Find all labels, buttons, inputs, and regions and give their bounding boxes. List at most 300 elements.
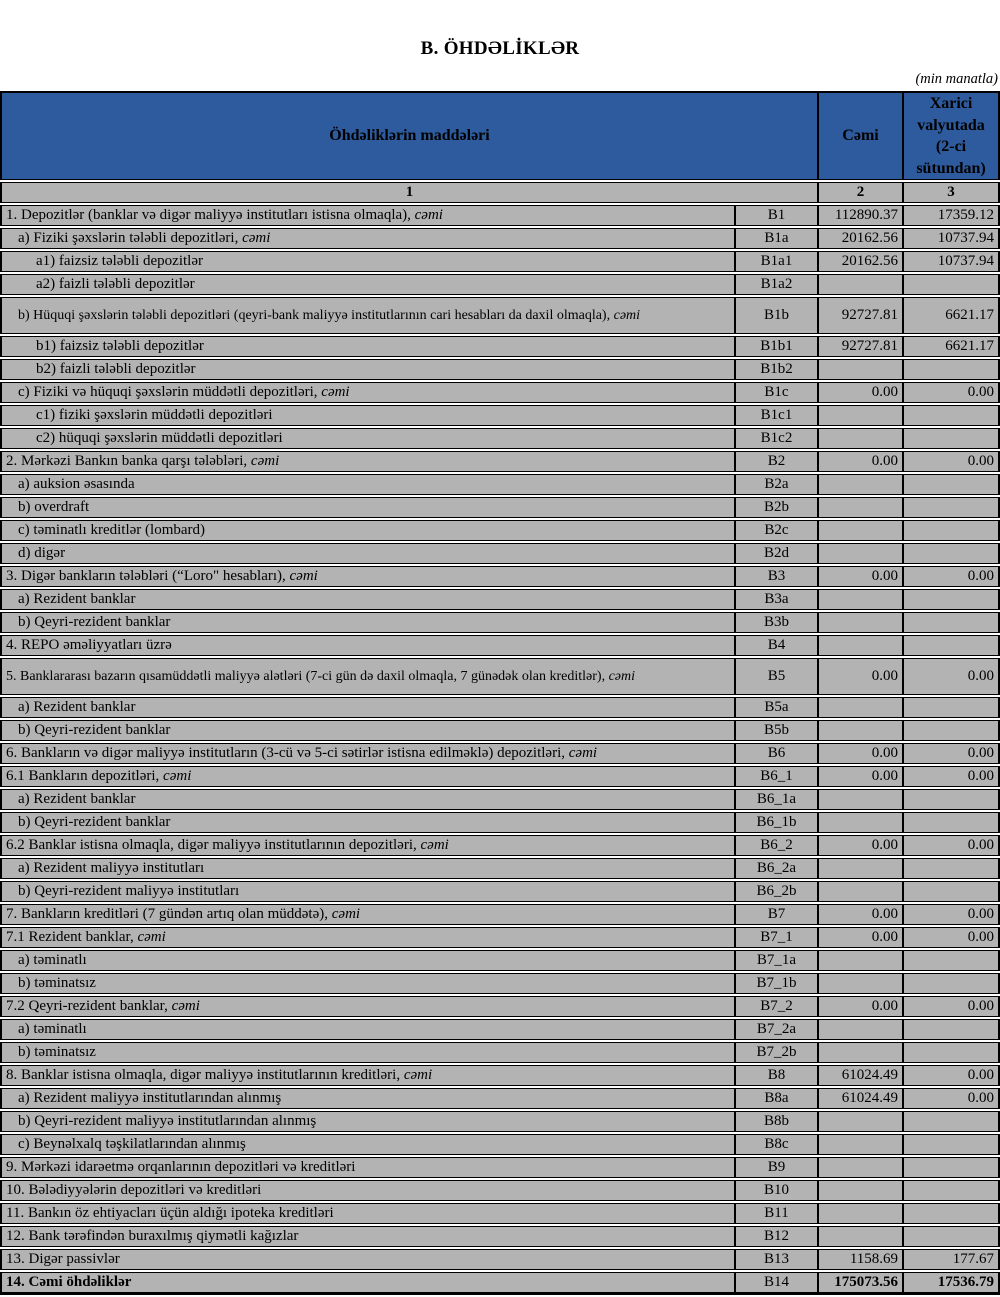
row-code: B6	[735, 743, 818, 764]
row-label-text: a) Rezident maliyyə institutları	[18, 860, 205, 877]
row-code: B1a	[735, 228, 818, 249]
row-fx-value	[903, 1042, 1000, 1063]
row-label-text: 3. Digər bankların tələbləri (“Loro" hesabları),	[6, 568, 286, 585]
row-label	[0, 520, 735, 541]
row-label-text: 10. Bələdiyyələrin depozitləri və kreditləri	[6, 1182, 262, 1199]
row-label	[0, 996, 735, 1017]
row-fx-value	[903, 697, 1000, 718]
row-code: B2c	[735, 520, 818, 541]
row-label-text: 1. Depozitlər (banklar və digər maliyyə institutları istisna olmaqla),	[6, 207, 411, 224]
row-fx-value: 0.00	[903, 835, 1000, 856]
row-label	[0, 720, 735, 741]
row-code: B6_1b	[735, 812, 818, 833]
table-row	[0, 973, 1000, 994]
row-total-value	[818, 274, 903, 295]
row-label-text: a) Rezident banklar	[18, 791, 136, 808]
table-row	[0, 428, 1000, 449]
row-fx-value	[903, 1111, 1000, 1132]
row-total-value: 0.00	[818, 658, 903, 695]
row-label-italic-suffix: cəmi	[565, 745, 598, 762]
row-label	[0, 1088, 735, 1109]
col-number-2: 2	[818, 182, 903, 203]
row-total-value	[818, 1157, 903, 1178]
row-total-value	[818, 428, 903, 449]
table-row	[0, 904, 1000, 925]
row-label	[0, 1249, 735, 1270]
table-row	[0, 228, 1000, 249]
row-label	[0, 635, 735, 656]
row-label	[0, 474, 735, 495]
row-fx-value: 0.00	[903, 658, 1000, 695]
row-total-value	[818, 973, 903, 994]
row-code: B1b	[735, 297, 818, 334]
row-label-text: b) Qeyri-rezident maliyyə institutları	[18, 883, 240, 900]
row-fx-value	[903, 1157, 1000, 1178]
row-label-text: 2. Mərkəzi Bankın banka qarşı tələbləri,	[6, 453, 248, 470]
row-label	[0, 697, 735, 718]
row-fx-value: 0.00	[903, 927, 1000, 948]
row-total-value: 175073.56	[818, 1272, 903, 1295]
row-code: B7_2a	[735, 1019, 818, 1040]
row-fx-value	[903, 543, 1000, 564]
row-code: B8c	[735, 1134, 818, 1155]
row-label-italic-suffix: cəmi	[247, 453, 280, 470]
row-total-value	[818, 789, 903, 810]
row-label	[0, 274, 735, 295]
row-total-value: 61024.49	[818, 1088, 903, 1109]
row-fx-value	[903, 720, 1000, 741]
row-label	[0, 835, 735, 856]
row-label	[0, 789, 735, 810]
row-fx-value	[903, 428, 1000, 449]
row-total-value	[818, 520, 903, 541]
row-total-value: 61024.49	[818, 1065, 903, 1086]
row-total-value	[818, 1042, 903, 1063]
row-label	[0, 543, 735, 564]
row-total-value: 0.00	[818, 904, 903, 925]
unit-note: (min manatla)	[915, 71, 998, 87]
table-row	[0, 720, 1000, 741]
row-code: B13	[735, 1249, 818, 1270]
row-total-value	[818, 720, 903, 741]
row-code: B2a	[735, 474, 818, 495]
row-fx-value: 6621.17	[903, 336, 1000, 357]
row-label	[0, 589, 735, 610]
table-row	[0, 658, 1000, 695]
row-fx-value	[903, 950, 1000, 971]
row-total-value	[818, 635, 903, 656]
row-label-text: c) təminatlı kreditlər (lombard)	[18, 522, 206, 539]
row-code: B2	[735, 451, 818, 472]
row-fx-value	[903, 1134, 1000, 1155]
row-label-text: c) Fiziki və hüquqi şəxslərin müddətli depozitləri,	[18, 384, 318, 401]
row-fx-value	[903, 1180, 1000, 1201]
row-total-value	[818, 812, 903, 833]
row-total-value: 0.00	[818, 451, 903, 472]
row-total-value	[818, 1203, 903, 1224]
row-code: B8	[735, 1065, 818, 1086]
row-label	[0, 950, 735, 971]
table-row	[0, 1019, 1000, 1040]
row-total-value: 0.00	[818, 927, 903, 948]
table-row	[0, 789, 1000, 810]
row-fx-value	[903, 973, 1000, 994]
row-label	[0, 743, 735, 764]
row-code: B6_1	[735, 766, 818, 787]
row-label	[0, 1272, 735, 1295]
col-number-3: 3	[903, 182, 1000, 203]
row-fx-value: 177.67	[903, 1249, 1000, 1270]
row-label	[0, 405, 735, 426]
row-label-text: 12. Bank tərəfindən buraxılmış qiymətli kağızlar	[6, 1228, 299, 1245]
table-row	[0, 405, 1000, 426]
row-fx-value	[903, 1226, 1000, 1247]
row-code: B2d	[735, 543, 818, 564]
row-fx-value: 10737.94	[903, 228, 1000, 249]
row-label-text: 6.2 Banklar istisna olmaqla, digər maliyyə institutlarının depozitləri,	[6, 837, 417, 854]
row-code: B5	[735, 658, 818, 695]
table-body	[0, 205, 1000, 1295]
row-label	[0, 497, 735, 518]
row-label-text: a) Fiziki şəxslərin tələbli depozitləri,	[18, 230, 239, 247]
table-row	[0, 927, 1000, 948]
table-row	[0, 1042, 1000, 1063]
row-code: B7_2	[735, 996, 818, 1017]
row-label-text: a) təminatlı	[18, 952, 87, 969]
row-label-text: 9. Mərkəzi idarəetmə orqanlarının depozitləri və kreditləri	[6, 1159, 356, 1176]
col-header-items: Öhdəliklərin maddələri	[0, 91, 818, 180]
row-label-text: c1) fiziki şəxslərin müddətli depozitləri	[36, 407, 273, 424]
row-code: B8b	[735, 1111, 818, 1132]
table-row	[0, 881, 1000, 902]
row-total-value	[818, 589, 903, 610]
row-label-text: 6. Bankların və digər maliyyə institutların (3-cü və 5-ci sətirlər istisna edilməklə) depozitləri,	[6, 745, 565, 762]
table-row	[0, 497, 1000, 518]
row-label-text: 4. REPO əməliyyatları üzrə	[6, 637, 172, 654]
row-fx-value: 10737.94	[903, 251, 1000, 272]
table-row	[0, 858, 1000, 879]
row-label	[0, 1203, 735, 1224]
table-row	[0, 297, 1000, 334]
row-fx-value	[903, 359, 1000, 380]
row-code: B1a1	[735, 251, 818, 272]
table-row	[0, 520, 1000, 541]
row-fx-value: 17536.79	[903, 1272, 1000, 1295]
row-label	[0, 336, 735, 357]
table-row	[0, 205, 1000, 226]
row-total-value: 92727.81	[818, 297, 903, 334]
row-label	[0, 297, 735, 334]
row-total-value: 112890.37	[818, 205, 903, 226]
row-label	[0, 1065, 735, 1086]
row-code: B14	[735, 1272, 818, 1295]
row-label-italic-suffix: cəmi	[285, 568, 318, 585]
table-row	[0, 1272, 1000, 1295]
col-header-total: Cəmi	[818, 91, 903, 180]
row-code: B1c1	[735, 405, 818, 426]
table-row	[0, 697, 1000, 718]
row-total-value: 20162.56	[818, 228, 903, 249]
table-row	[0, 1134, 1000, 1155]
row-fx-value: 0.00	[903, 566, 1000, 587]
table-row	[0, 812, 1000, 833]
table-row	[0, 359, 1000, 380]
row-fx-value: 0.00	[903, 996, 1000, 1017]
row-fx-value	[903, 812, 1000, 833]
row-total-value: 0.00	[818, 766, 903, 787]
row-label	[0, 927, 735, 948]
row-total-value	[818, 1180, 903, 1201]
table-row	[0, 589, 1000, 610]
row-label	[0, 228, 735, 249]
row-fx-value: 0.00	[903, 1065, 1000, 1086]
row-fx-value: 0.00	[903, 743, 1000, 764]
row-total-value: 0.00	[818, 743, 903, 764]
row-label	[0, 1042, 735, 1063]
row-code: B1a2	[735, 274, 818, 295]
row-label-text: 7.1 Rezident banklar,	[6, 929, 134, 946]
row-label-italic-suffix: cəmi	[416, 837, 449, 854]
table-row	[0, 1249, 1000, 1270]
row-label	[0, 904, 735, 925]
row-total-value: 1158.69	[818, 1249, 903, 1270]
row-code: B7_1a	[735, 950, 818, 971]
row-code: B7_2b	[735, 1042, 818, 1063]
row-total-value	[818, 950, 903, 971]
table-row	[0, 1203, 1000, 1224]
row-label-text: 7.2 Qeyri-rezident banklar,	[6, 998, 168, 1015]
row-code: B12	[735, 1226, 818, 1247]
row-label-italic-suffix: cəmi	[400, 1067, 433, 1084]
row-label	[0, 1180, 735, 1201]
row-label	[0, 1226, 735, 1247]
table-row	[0, 566, 1000, 587]
row-total-value	[818, 881, 903, 902]
table-row	[0, 996, 1000, 1017]
row-label-text: a1) faizsiz tələbli depozitlər	[36, 253, 203, 270]
row-fx-value	[903, 474, 1000, 495]
row-label-text: b) overdraft	[18, 499, 90, 516]
row-fx-value	[903, 789, 1000, 810]
row-code: B4	[735, 635, 818, 656]
row-fx-value	[903, 881, 1000, 902]
row-label	[0, 359, 735, 380]
page-title: B. ÖHDƏLİKLƏR	[420, 38, 580, 59]
table-row	[0, 1180, 1000, 1201]
table-row	[0, 274, 1000, 295]
table-row	[0, 1111, 1000, 1132]
table-row	[0, 474, 1000, 495]
row-label-text: d) digər	[18, 545, 66, 562]
row-label	[0, 1019, 735, 1040]
row-label-text: 14. Cəmi öhdəliklər	[6, 1274, 132, 1291]
row-code: B1b2	[735, 359, 818, 380]
col-number-1: 1	[0, 182, 818, 203]
row-label	[0, 566, 735, 587]
table-row	[0, 1157, 1000, 1178]
row-label	[0, 1157, 735, 1178]
table-row	[0, 612, 1000, 633]
row-label-italic-suffix: cəmi	[410, 207, 443, 224]
table-row	[0, 336, 1000, 357]
row-label-text: 5. Banklararası bazarın qısamüddətli maliyyə alətləri (7-ci gün də daxil olmaqla, 7 günədək olan kreditlər),	[6, 668, 606, 684]
table-row	[0, 1088, 1000, 1109]
row-label-text: b) Qeyri-rezident banklar	[18, 814, 171, 831]
row-total-value: 20162.56	[818, 251, 903, 272]
col-header-fx: Xarici valyutada (2-ci sütundan)	[903, 91, 1000, 180]
table-header-row	[0, 91, 1000, 180]
row-code: B10	[735, 1180, 818, 1201]
row-label-text: b) Qeyri-rezident maliyyə institutlarından alınmış	[18, 1113, 317, 1130]
row-total-value	[818, 543, 903, 564]
row-label	[0, 612, 735, 633]
row-label-text: a) Rezident banklar	[18, 591, 136, 608]
row-fx-value	[903, 1019, 1000, 1040]
table-row	[0, 950, 1000, 971]
row-total-value	[818, 497, 903, 518]
row-label-text: b) təminatsız	[18, 975, 96, 992]
table-row	[0, 743, 1000, 764]
row-fx-value: 0.00	[903, 1088, 1000, 1109]
row-label-italic-suffix: cəmi	[328, 906, 361, 923]
table-row	[0, 766, 1000, 787]
report-page	[0, 38, 1000, 1297]
row-code: B3	[735, 566, 818, 587]
row-total-value	[818, 1111, 903, 1132]
row-label-text: b) Hüquqi şəxslərin tələbli depozitləri (qeyri-bank maliyyə institutlarının cari hesabları da daxil olmaqla),	[18, 307, 611, 323]
row-total-value	[818, 405, 903, 426]
table-row	[0, 835, 1000, 856]
row-label-text: b2) faizli tələbli depozitlər	[36, 361, 196, 378]
row-fx-value: 0.00	[903, 451, 1000, 472]
row-label	[0, 658, 735, 695]
row-label-text: a) təminatlı	[18, 1021, 87, 1038]
row-label	[0, 382, 735, 403]
row-label-text: 13. Digər passivlər	[6, 1251, 120, 1268]
row-label-italic-suffix: cəmi	[159, 768, 192, 785]
row-label-text: a2) faizli tələbli depozitlər	[36, 276, 195, 293]
row-total-value	[818, 858, 903, 879]
table-row	[0, 635, 1000, 656]
row-label	[0, 205, 735, 226]
row-fx-value: 17359.12	[903, 205, 1000, 226]
row-code: B1c	[735, 382, 818, 403]
row-label	[0, 881, 735, 902]
row-label	[0, 973, 735, 994]
column-number-row	[0, 182, 1000, 203]
row-code: B7_1	[735, 927, 818, 948]
row-fx-value	[903, 1203, 1000, 1224]
row-total-value	[818, 474, 903, 495]
row-total-value	[818, 697, 903, 718]
row-code: B6_2b	[735, 881, 818, 902]
row-total-value	[818, 612, 903, 633]
row-label	[0, 812, 735, 833]
table-row	[0, 382, 1000, 403]
table-row	[0, 451, 1000, 472]
table-row	[0, 251, 1000, 272]
row-label	[0, 1134, 735, 1155]
row-fx-value	[903, 274, 1000, 295]
row-fx-value	[903, 520, 1000, 541]
row-label-text: c2) hüquqi şəxslərin müddətli depozitləri	[36, 430, 283, 447]
row-code: B6_2	[735, 835, 818, 856]
liabilities-table	[0, 89, 1000, 1297]
row-label-text: 11. Bankın öz ehtiyacları üçün aldığı ipoteka kreditləri	[6, 1205, 334, 1222]
row-code: B8a	[735, 1088, 818, 1109]
row-total-value	[818, 1226, 903, 1247]
table-row	[0, 1226, 1000, 1247]
row-fx-value	[903, 497, 1000, 518]
row-code: B1c2	[735, 428, 818, 449]
row-label-italic-suffix: cəmi	[317, 384, 350, 401]
row-total-value: 92727.81	[818, 336, 903, 357]
row-code: B6_2a	[735, 858, 818, 879]
row-label-italic-suffix: cəmi	[610, 307, 641, 323]
row-label-text: a) Rezident maliyyə institutlarından alınmış	[18, 1090, 282, 1107]
row-total-value	[818, 359, 903, 380]
row-label-text: b) təminatsız	[18, 1044, 96, 1061]
row-total-value	[818, 1019, 903, 1040]
row-label-italic-suffix: cəmi	[167, 998, 200, 1015]
row-fx-value	[903, 858, 1000, 879]
row-total-value: 0.00	[818, 382, 903, 403]
row-code: B9	[735, 1157, 818, 1178]
row-code: B1	[735, 205, 818, 226]
row-label	[0, 251, 735, 272]
row-label-text: b1) faizsiz tələbli depozitlər	[36, 338, 204, 355]
row-label-text: 6.1 Bankların depozitləri,	[6, 768, 160, 785]
row-label-text: b) Qeyri-rezident banklar	[18, 614, 171, 631]
row-fx-value: 0.00	[903, 766, 1000, 787]
row-label-text: 7. Bankların kreditləri (7 gündən artıq olan müddətə),	[6, 906, 328, 923]
row-code: B11	[735, 1203, 818, 1224]
table-row	[0, 543, 1000, 564]
row-code: B7	[735, 904, 818, 925]
row-fx-value	[903, 405, 1000, 426]
row-fx-value	[903, 635, 1000, 656]
row-code: B7_1b	[735, 973, 818, 994]
row-total-value: 0.00	[818, 566, 903, 587]
row-fx-value	[903, 612, 1000, 633]
row-code: B5b	[735, 720, 818, 741]
row-label-italic-suffix: cəmi	[238, 230, 271, 247]
row-code: B5a	[735, 697, 818, 718]
row-label-italic-suffix: cəmi	[133, 929, 166, 946]
table-row	[0, 1065, 1000, 1086]
row-label	[0, 766, 735, 787]
row-label	[0, 428, 735, 449]
row-fx-value: 6621.17	[903, 297, 1000, 334]
row-code: B3b	[735, 612, 818, 633]
row-code: B3a	[735, 589, 818, 610]
row-code: B6_1a	[735, 789, 818, 810]
row-total-value: 0.00	[818, 996, 903, 1017]
row-code: B1b1	[735, 336, 818, 357]
row-label	[0, 451, 735, 472]
row-label	[0, 1111, 735, 1132]
row-label	[0, 858, 735, 879]
row-fx-value: 0.00	[903, 904, 1000, 925]
row-fx-value: 0.00	[903, 382, 1000, 403]
row-total-value	[818, 1134, 903, 1155]
row-label-text: c) Beynəlxalq təşkilatlarından alınmış	[18, 1136, 246, 1153]
row-label-italic-suffix: cəmi	[605, 668, 636, 684]
row-label-text: 8. Banklar istisna olmaqla, digər maliyyə institutlarının kreditləri,	[6, 1067, 401, 1084]
row-fx-value	[903, 589, 1000, 610]
row-label-text: a) auksion əsasında	[18, 476, 135, 493]
row-label-text: a) Rezident banklar	[18, 699, 136, 716]
